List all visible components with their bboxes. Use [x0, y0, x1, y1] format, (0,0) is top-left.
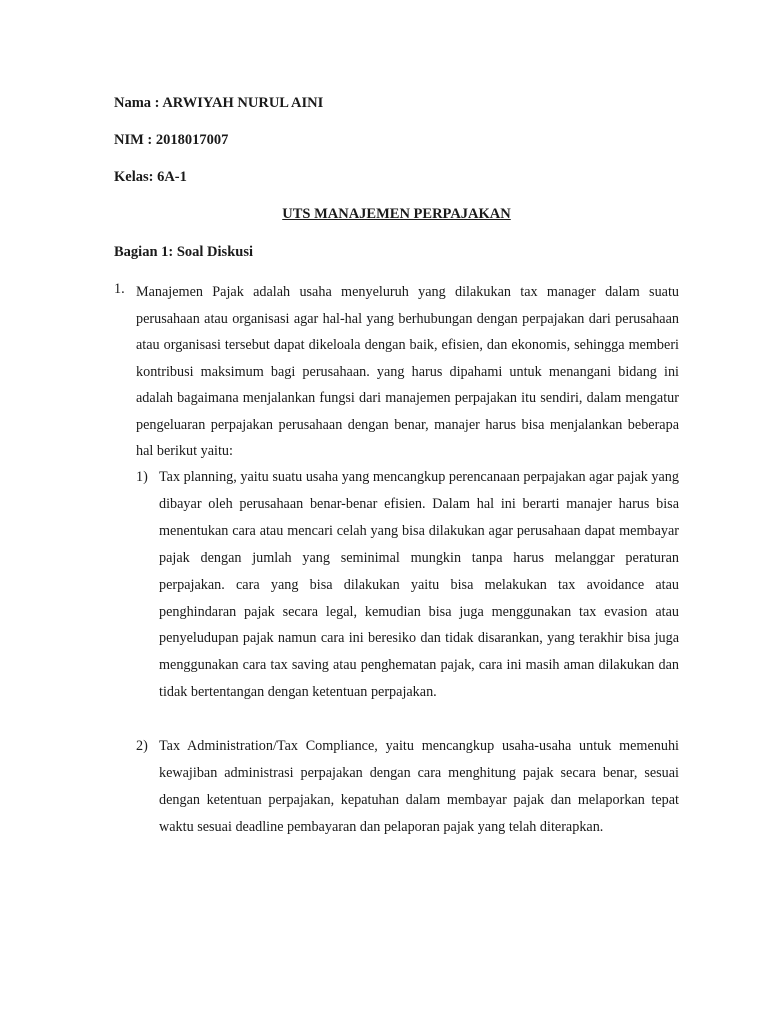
subitem-paragraph: Tax Administration/Tax Compliance, yaitu mencangkup usaha-usaha untuk memenuhi kewajiban administrasi perpajakan dengan cara menghitung pajak secara benar, sesuai dengan ketentuan perpajakan, kepatuhan dalam membayar pajak dan melaporkan tepat waktu sesuai deadline pembayaran dan pelaporan pajak yang telah diterapkan. [159, 738, 679, 835]
section-heading: Bagian 1: Soal Diskusi [114, 244, 254, 260]
subitem-number: 2) [136, 738, 148, 754]
subitem-paragraph: Tax planning, yaitu suatu usaha yang mencangkup perencanaan perpajakan agar pajak yang dibayar oleh perusahaan benar-benar efisien. Dalam hal ini berarti manajer harus bisa menentukan cara atau mencari celah yang bisa dilakukan agar perusahaan dapat membayar pajak dengan jumlah yang seminimal mungkin tanpa harus melanggar peraturan perpajakan. cara yang bisa dilakukan yaitu bisa melakukan tax avoidance atau penghindaran pajak secara legal, kemudian bisa juga menggunakan tax evasion atau penyeludupan pajak namun cara ini beresiko dan tidak disarankan, yang terakhir bisa juga menggunakan cara tax saving atau penghematan pajak, cara ini masih aman dilakukan dan tidak bertentangan dengan ketentuan perpajakan. [159, 469, 679, 701]
item-paragraph: Manajemen Pajak adalah usaha menyeluruh yang dilakukan tax manager dalam suatu perusahaan atau organisasi agar hal-hal yang berhubungan dengan perpajakan dari perusahaan atau organisasi tersebut dapat dikeloala dengan baik, efisien, dan ekonomis, sehingga memberi kontribusi maksimum bagi perusahaan. yang harus dipahami untuk menangani bidang ini adalah bagaimana menjalankan fungsi dari manajemen perpajakan itu sendiri, dalam mengatur pengeluaran perpajakan perusahaan dengan benar, manajer harus bisa menjalankan beberapa hal berikut yaitu: [136, 284, 679, 459]
subitem-number: 1) [136, 469, 148, 485]
student-name-line: Nama : ARWIYAH NURUL AINI [114, 95, 324, 111]
student-nim-line: NIM : 2018017007 [114, 132, 229, 148]
student-class-line: Kelas: 6A-1 [114, 169, 187, 185]
item-number: 1. [114, 281, 125, 297]
document-title: UTS MANAJEMEN PERPAJAKAN [282, 206, 511, 222]
